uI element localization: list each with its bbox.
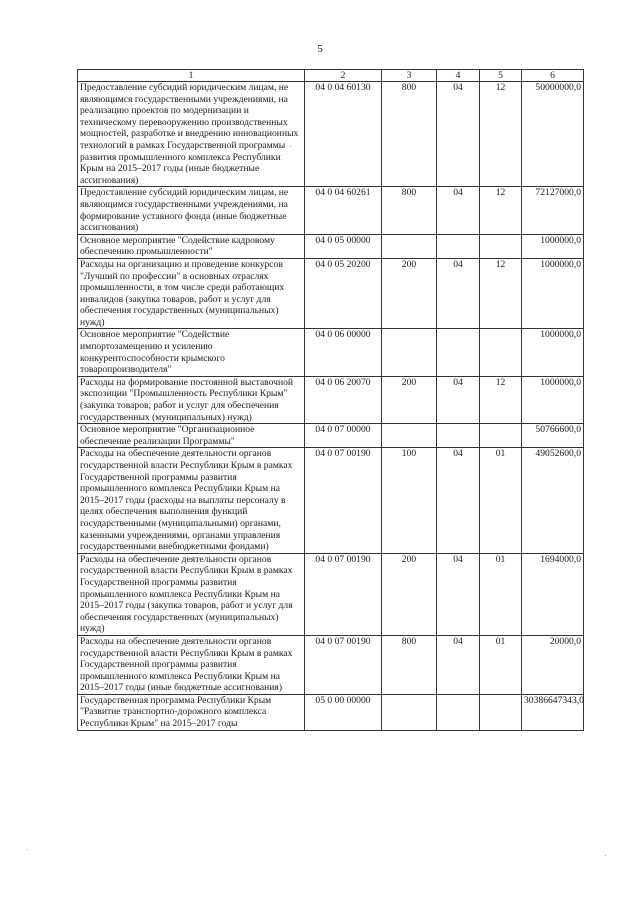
amount: 30386647343,0: [522, 694, 584, 730]
section: 04: [437, 82, 480, 187]
expense-type: [382, 234, 437, 258]
amount: 50766600,0: [522, 424, 584, 448]
target-code: 04 0 07 00000: [305, 424, 382, 448]
budget-table: [77, 69, 584, 731]
section: [437, 424, 480, 448]
row-name: Расходы на формирование постоянной выставочной экспозиции "Промышленность Республики Крым" (закупка товаров, работ и услуг для обеспечения государственных (муниципальных) нужд): [78, 376, 305, 423]
table-row: [78, 329, 584, 376]
target-code: 04 0 07 00190: [305, 635, 382, 694]
subsection: [480, 234, 522, 258]
table-row: [78, 187, 584, 234]
row-name: Государственная программа Республики Крым "Развитие транспортно-дорожного комплекса Республики Крым" на 2015–2017 годы: [78, 694, 305, 730]
amount: 72127000,0: [522, 187, 584, 234]
scan-speck: [290, 146, 291, 147]
subsection: [480, 329, 522, 376]
subsection: [480, 424, 522, 448]
row-name: Расходы на обеспечение деятельности органов государственной власти Республики Крым в рамках Государственной программы развития промышленного комплекса Республики Крым на 2015–2017 годы (расходы на выплаты персоналу в целях обеспечения выполнения функций государственными (муниципальными) органами, казенными учреждениями, органами управления государственными внебюджетными фондами): [78, 448, 305, 553]
column-header: 5: [480, 70, 522, 82]
expense-type: [382, 424, 437, 448]
scan-speck: [605, 855, 606, 856]
amount: 20000,0: [522, 635, 584, 694]
column-header: 1: [78, 70, 305, 82]
table-row: [78, 635, 584, 694]
subsection: [480, 694, 522, 730]
expense-type: 200: [382, 258, 437, 329]
amount: 50000000,0: [522, 82, 584, 187]
section: [437, 329, 480, 376]
expense-type: 200: [382, 376, 437, 423]
expense-type: [382, 694, 437, 730]
table-row: [78, 694, 584, 730]
table-row: [78, 376, 584, 423]
table-row: [78, 258, 584, 329]
target-code: 04 0 07 00190: [305, 448, 382, 553]
expense-type: 800: [382, 187, 437, 234]
section: [437, 694, 480, 730]
table-row: [78, 448, 584, 553]
target-code: 04 0 06 00000: [305, 329, 382, 376]
subsection: 01: [480, 553, 522, 635]
amount: 1000000,0: [522, 234, 584, 258]
row-name: Предоставление субсидий юридическим лицам, не являющимся государственными учреждениями, на формирование уставного фонда (иные бюджетные ассигнования): [78, 187, 305, 234]
amount: 1000000,0: [522, 329, 584, 376]
expense-type: 100: [382, 448, 437, 553]
row-name: Расходы на организацию и проведение конкурсов "Лучший по профессии" в основных отраслях промышленности, в том числе среди работающих инвалидов (закупка товаров, работ и услуг для обеспечения государственных (муниципальных) нужд): [78, 258, 305, 329]
subsection: 12: [480, 376, 522, 423]
row-name: Расходы на обеспечение деятельности органов государственной власти Республики Крым в рамках Государственной программы развития промышленного комплекса Республики Крым на 2015–2017 годы (иные бюджетные ассигнования): [78, 635, 305, 694]
section: 04: [437, 448, 480, 553]
row-name: Основное мероприятие "Содействие кадровому обеспечению промышленности": [78, 234, 305, 258]
table-row: [78, 82, 584, 187]
section: 04: [437, 187, 480, 234]
row-name: Основное мероприятие "Содействие импортозамещению и усилению конкурентоспособности крымского товаропроизводителя": [78, 329, 305, 376]
section: 04: [437, 376, 480, 423]
target-code: 05 0 00 00000: [305, 694, 382, 730]
row-name: Расходы на обеспечение деятельности органов государственной власти Республики Крым в рамках Государственной программы развития промышленного комплекса Республики Крым на 2015–2017 годы (закупка товаров, работ и услуг для обеспечения государственных (муниципальных) нужд): [78, 553, 305, 635]
column-header: 4: [437, 70, 480, 82]
target-code: 04 0 04 60261: [305, 187, 382, 234]
target-code: 04 0 05 00000: [305, 234, 382, 258]
column-header: 2: [305, 70, 382, 82]
amount: 1000000,0: [522, 258, 584, 329]
amount: 1000000,0: [522, 376, 584, 423]
row-name: Основное мероприятие "Организационное обеспечение реализации Программы": [78, 424, 305, 448]
target-code: 04 0 06 20070: [305, 376, 382, 423]
table-header-row: [78, 70, 584, 82]
subsection: 01: [480, 635, 522, 694]
table-row: [78, 553, 584, 635]
section: 04: [437, 635, 480, 694]
amount: 49052600,0: [522, 448, 584, 553]
column-header: 3: [382, 70, 437, 82]
table-row: [78, 424, 584, 448]
row-name: Предоставление субсидий юридическим лицам, не являющимся государственными учреждениями, на реализацию проектов по модернизации и техническому перевооружению производственных мощностей, разработке и внедрению инновационных технологий в рамках Государственной программы развития промышленного комплекса Республики Крым на 2015–2017 годы (иные бюджетные ассигнования): [78, 82, 305, 187]
scan-speck: [27, 849, 28, 850]
amount: 1694000,0: [522, 553, 584, 635]
section: 04: [437, 258, 480, 329]
table-row: [78, 234, 584, 258]
subsection: 12: [480, 82, 522, 187]
section: 04: [437, 553, 480, 635]
expense-type: 800: [382, 635, 437, 694]
column-header: 6: [522, 70, 584, 82]
target-code: 04 0 04 60130: [305, 82, 382, 187]
section: [437, 234, 480, 258]
target-code: 04 0 07 00190: [305, 553, 382, 635]
page-number: 5: [317, 43, 323, 55]
expense-type: [382, 329, 437, 376]
expense-type: 800: [382, 82, 437, 187]
subsection: 12: [480, 258, 522, 329]
subsection: 12: [480, 187, 522, 234]
expense-type: 200: [382, 553, 437, 635]
subsection: 01: [480, 448, 522, 553]
target-code: 04 0 05 20200: [305, 258, 382, 329]
